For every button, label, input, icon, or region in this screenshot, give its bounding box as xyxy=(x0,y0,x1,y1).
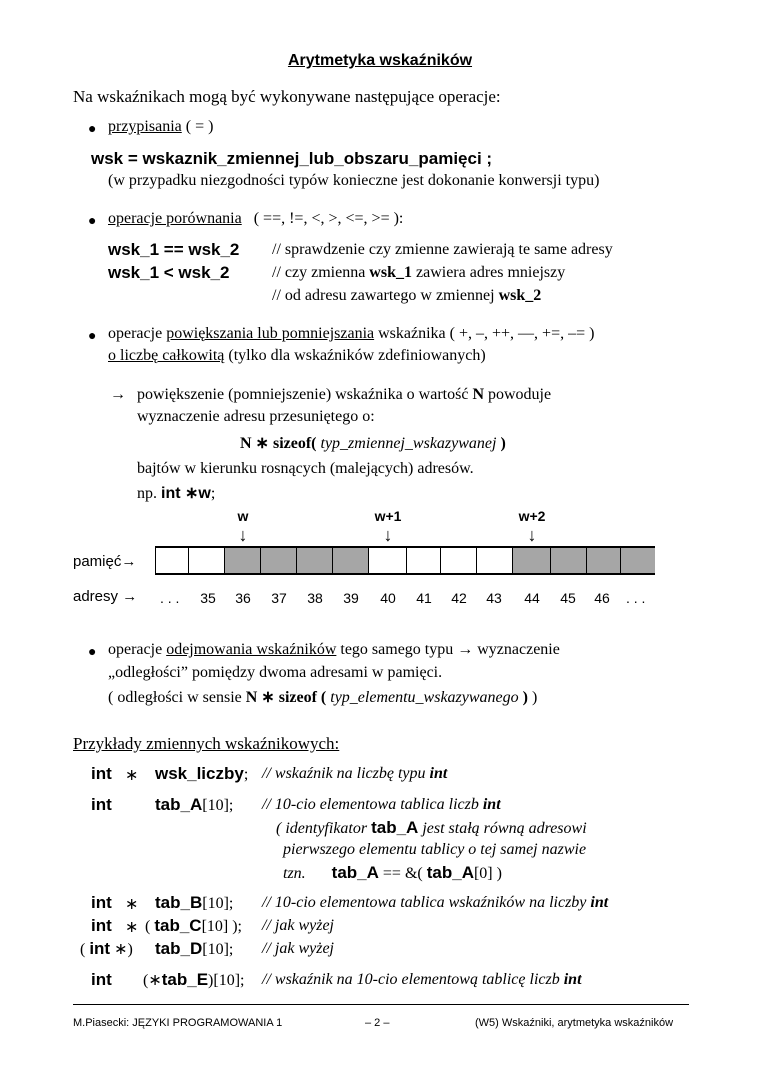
bullet-icon: ● xyxy=(88,645,97,660)
memory-cell xyxy=(477,548,513,573)
op3-line1: operacje powiększania lub pomniejszania wskaźnika ( +, –, ++, —, +=, –= ) xyxy=(108,325,595,342)
bullet-icon: ● xyxy=(88,329,97,344)
ex2-decl: tab_A[10]; xyxy=(155,795,234,814)
op2-label: operacje porównania xyxy=(108,210,242,227)
op3-text1: powiększenie (pomniejszenie) wskaźnika o wartość N powoduje xyxy=(137,386,552,403)
op2-line xyxy=(108,210,403,228)
op1-symbols: ( = ) xyxy=(185,118,214,135)
op3-formula: N ∗ sizeof( typ_zmiennej_wskazywanej ) xyxy=(240,435,506,452)
ex5-decl: tab_D[10]; xyxy=(155,939,234,958)
op1-label: przypisania xyxy=(108,118,182,135)
address-value: 43 xyxy=(486,590,502,606)
ex2-comment: // 10-cio elementowa tablica liczb int xyxy=(262,796,501,813)
address-value: 42 xyxy=(451,590,467,606)
memory-cell xyxy=(407,548,441,573)
ex1-type: int xyxy=(91,764,112,783)
ex2-note2: pierwszego elementu tablicy o tej samej nazwie xyxy=(283,841,587,858)
op3-example: np. int ∗w; xyxy=(137,485,216,502)
memory-cell xyxy=(189,548,225,573)
ex3-comment: // 10-cio elementowa tablica wskaźników na liczby int xyxy=(262,894,609,911)
pointer-label-w1: w+1 xyxy=(374,508,402,524)
address-label: adresy → xyxy=(73,588,138,605)
examples-heading: Przykłady zmiennych wskaźnikowych: xyxy=(73,734,340,753)
op2-code2: wsk_1 < wsk_2 xyxy=(108,263,230,282)
op3-text3: bajtów w kierunku rosnących (malejących) adresów. xyxy=(137,460,474,477)
memory-cell-shaded xyxy=(621,548,655,573)
address-value: 35 xyxy=(200,590,216,606)
pointer-label-w: w xyxy=(237,508,249,524)
ex3-type: int xyxy=(91,893,112,912)
ex6-decl: (∗tab_E)[10]; xyxy=(143,970,245,989)
ex2-note1: ( identyfikator tab_A jest stałą równą adresowi xyxy=(276,818,587,837)
ex3-star: ∗ xyxy=(125,896,139,913)
footer-page-number: – 2 – xyxy=(365,1017,390,1029)
ex4-star: ∗ xyxy=(125,919,139,936)
address-value: 46 xyxy=(594,590,610,606)
ex6-type: int xyxy=(91,970,112,989)
down-arrow-icon: ↓ xyxy=(238,525,248,545)
memory-cell-shaded xyxy=(297,548,333,573)
address-value: 41 xyxy=(416,590,432,606)
memory-label: pamięć→ xyxy=(73,553,137,570)
footer-left: M.Piasecki: JĘZYKI PROGRAMOWANIA 1 xyxy=(73,1017,283,1029)
address-value: 44 xyxy=(524,590,540,606)
op2-comment1: // sprawdzenie czy zmienne zawierają te same adresy xyxy=(272,241,613,258)
page-title: Arytmetyka wskaźników xyxy=(287,52,473,69)
right-arrow-icon: → xyxy=(110,386,126,403)
op2-comment3: // od adresu zawartego w zmiennej wsk_2 xyxy=(272,287,542,304)
memory-cell-shaded xyxy=(261,548,297,573)
ex5-comment: // jak wyżej xyxy=(262,940,334,957)
op4-line1: operacje odejmowania wskaźników tego samego typu → wyznaczenie xyxy=(108,641,560,658)
down-arrow-icon: ↓ xyxy=(527,525,537,545)
intro-text: Na wskaźnikach mogą być wykonywane następujące operacje: xyxy=(73,87,501,106)
address-value: 40 xyxy=(380,590,396,606)
op3-line2: o liczbę całkowitą (tylko dla wskaźników zdefiniowanych) xyxy=(108,347,486,364)
ex3-decl: tab_B[10]; xyxy=(155,893,234,912)
memory-cell-shaded xyxy=(225,548,261,573)
address-ellipsis-right: . . . xyxy=(626,590,646,606)
ex6-comment: // wskaźnik na 10-cio elementową tablicę liczb int xyxy=(262,971,582,988)
op2-comment2: // czy zmienna wsk_1 zawiera adres mniejszy xyxy=(272,264,566,281)
memory-cell-shaded xyxy=(587,548,621,573)
footer-right: (W5) Wskaźniki, arytmetyka wskaźników xyxy=(475,1017,674,1029)
address-ellipsis-left: . . . xyxy=(160,590,180,606)
address-value: 38 xyxy=(307,590,323,606)
address-value: 39 xyxy=(343,590,359,606)
op4-line3: ( odległości w sensie N ∗ sizeof ( typ_elementu_wskazywanego ) ) xyxy=(108,689,538,706)
memory-cell xyxy=(155,548,189,573)
op2-symbols: ( ==, !=, <, >, <=, >= ): xyxy=(253,210,404,227)
ex1-star: ∗ xyxy=(125,767,139,784)
op4-line2: „odległości” pomiędzy dwoma adresami w pamięci. xyxy=(108,664,443,681)
memory-cell xyxy=(369,548,407,573)
ex1-comment: // wskaźnik na liczbę typu int xyxy=(262,765,448,782)
op2-code1: wsk_1 == wsk_2 xyxy=(108,240,240,259)
memory-cell xyxy=(441,548,477,573)
memory-cell-shaded xyxy=(551,548,587,573)
bullet-icon: ● xyxy=(88,122,97,137)
memory-cell-shaded xyxy=(513,548,551,573)
memory-cell-shaded xyxy=(333,548,369,573)
memory-bottom-line xyxy=(155,573,655,575)
down-arrow-icon: ↓ xyxy=(383,525,393,545)
ex2-type: int xyxy=(91,795,112,814)
address-value: 45 xyxy=(560,590,576,606)
ex5-type: ( int ∗) xyxy=(80,939,133,958)
op1-note: (w przypadku niezgodności typów konieczne jest dokonanie konwersji typu) xyxy=(108,172,600,189)
ex1-decl: wsk_liczby; xyxy=(155,764,249,783)
bullet-icon: ● xyxy=(88,214,97,229)
ex4-decl: ( tab_C[10] ); xyxy=(145,916,242,935)
op3-text2: wyznaczenie adresu przesuniętego o: xyxy=(137,408,375,425)
footer-rule xyxy=(73,1004,689,1005)
ex4-type: int xyxy=(91,916,112,935)
ex2-note3: tzn. tab_A == &( tab_A[0] ) xyxy=(283,863,502,882)
address-value: 37 xyxy=(271,590,287,606)
address-value: 36 xyxy=(235,590,251,606)
pointer-label-w2: w+2 xyxy=(518,508,546,524)
ex4-comment: // jak wyżej xyxy=(262,917,334,934)
op1-line xyxy=(108,118,213,136)
op1-code: wsk = wskaznik_zmiennej_lub_obszaru_pamięci ; xyxy=(91,149,493,168)
